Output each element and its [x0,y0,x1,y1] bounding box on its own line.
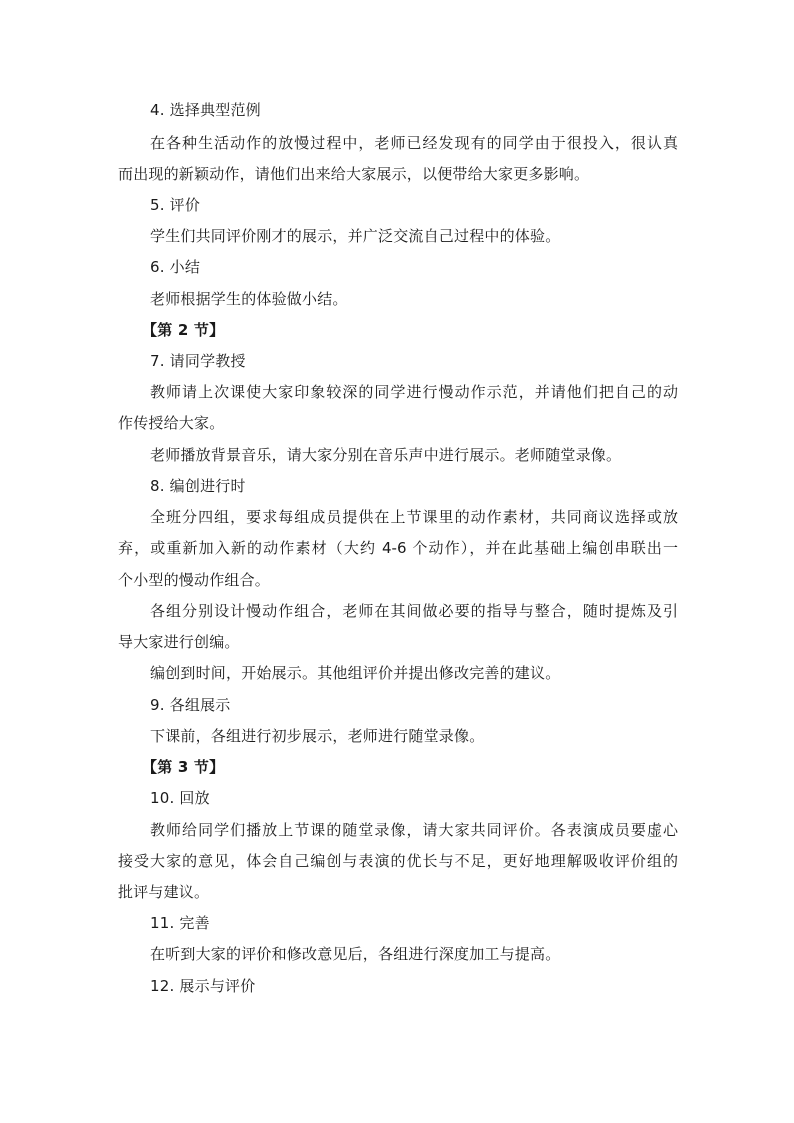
step-10-text-line-1: 教师给同学们播放上节课的随堂录像，请大家共同评价。各表演成员要虚心 [150,821,678,839]
step-8-text-line-2: 弃，或重新加入新的动作素材（大约 4-6 个动作），并在此基础上编创串联出一 [118,539,678,557]
step-4-text-line-1: 在各种生活动作的放慢过程中，老师已经发现有的同学由于很投入，很认真 [150,134,678,152]
step-8-text-line-3: 个小型的慢动作组合。 [118,571,271,589]
step-6-heading: 6. 小结 [150,258,201,276]
step-12-heading: 12. 展示与评价 [150,977,256,995]
step-10-heading: 10. 回放 [150,789,210,807]
step-8-text-line-5: 导大家进行创编。 [118,633,240,651]
step-6-text: 老师根据学生的体验做小结。 [150,290,348,308]
step-4-text-line-2: 而出现的新颖动作，请他们出来给大家展示，以便带给大家更多影响。 [118,165,590,183]
step-8-text-line-1: 全班分四组，要求每组成员提供在上节课里的动作素材，共同商议选择或放 [150,508,678,526]
step-5-heading: 5. 评价 [150,196,201,214]
step-9-text: 下课前，各组进行初步展示，老师进行随堂录像。 [150,727,485,745]
section-3-heading: 【第 3 节】 [142,758,225,776]
step-7-heading: 7. 请同学教授 [150,352,246,370]
step-9-heading: 9. 各组展示 [150,696,231,714]
step-4-heading: 4. 选择典型范例 [150,101,261,119]
step-8-text-line-6: 编创到时间，开始展示。其他组评价并提出修改完善的建议。 [150,664,561,682]
step-8-heading: 8. 编创进行时 [150,477,246,495]
step-7-text-line-2: 作传授给大家。 [118,414,225,432]
step-11-text: 在听到大家的评价和修改意见后，各组进行深度加工与提高。 [150,945,561,963]
section-2-heading: 【第 2 节】 [142,321,225,339]
step-5-text: 学生们共同评价刚才的展示，并广泛交流自己过程中的体验。 [150,227,561,245]
step-7-text-line-1: 教师请上次课使大家印象较深的同学进行慢动作示范，并请他们把自己的动 [150,383,678,401]
step-8-text-line-4: 各组分别设计慢动作组合，老师在其间做必要的指导与整合，随时提炼及引 [150,602,678,620]
step-10-text-line-2: 接受大家的意见，体会自己编创与表演的优长与不足，更好地理解吸收评价组的 [118,852,678,870]
step-7-text-line-3: 老师播放背景音乐，请大家分别在音乐声中进行展示。老师随堂录像。 [150,446,622,464]
step-11-heading: 11. 完善 [150,914,210,932]
step-10-text-line-3: 批评与建议。 [118,883,210,901]
